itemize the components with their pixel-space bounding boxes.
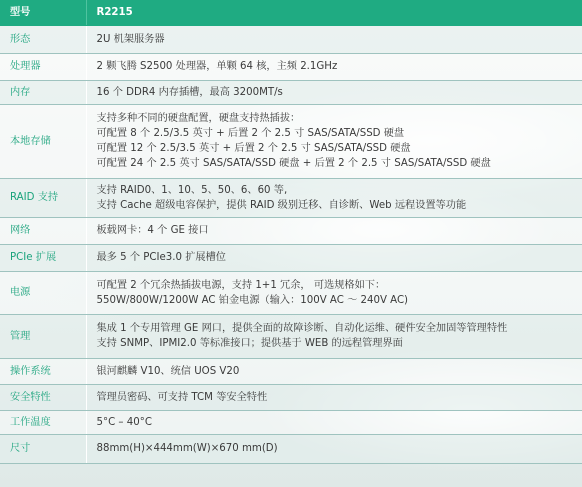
- spec-label: 电源: [0, 271, 86, 314]
- spec-value-line: 支持 Cache 超级电容保护，提供 RAID 级别迁移、自诊断、Web 远程设置等功能: [96, 199, 467, 211]
- spec-label: 尺寸: [0, 434, 86, 463]
- spec-label: 形态: [0, 25, 86, 53]
- spec-label: 处理器: [0, 53, 86, 80]
- spec-value-line: 可配置 2 个冗余热插拔电源，支持 1+1 冗余， 可选规格如下：: [96, 279, 386, 291]
- spec-value-line: 16 个 DDR4 内存插槽，最高 3200MT/s: [96, 86, 283, 98]
- table-row: [0, 104, 582, 178]
- spec-value-line: 88mm(H)×444mm(W)×670 mm(D): [96, 443, 278, 454]
- spec-label: 安全特性: [0, 384, 86, 410]
- spec-value-line: 550W/800W/1200W AC 铂金电源（输入：100V AC ～ 240V AC): [96, 294, 409, 306]
- spec-value: [86, 104, 582, 178]
- spec-label: 工作温度: [0, 410, 86, 434]
- spec-value: [86, 25, 582, 53]
- spec-label: 操作系统: [0, 358, 86, 384]
- table-row: [0, 434, 582, 463]
- spec-label: RAID 支持: [0, 178, 86, 217]
- spec-value-line: 可配置 24 个 2.5 英寸 SAS/SATA/SSD 硬盘 + 后置 2 个 2.5 寸 SAS/SATA/SSD 硬盘: [96, 158, 491, 169]
- spec-value-line: 可配置 12 个 2.5/3.5 英寸 + 后置 2 个 2.5 寸 SAS/SATA/SSD 硬盘: [96, 143, 411, 154]
- table-row: [0, 358, 582, 384]
- table-row: [0, 314, 582, 358]
- spec-value-line: 2 颗飞腾 S2500 处理器，单颗 64 核，主频 2.1GHz: [96, 61, 338, 72]
- spec-value: [86, 271, 582, 314]
- spec-value-line: 最多 5 个 PCIe3.0 扩展槽位: [96, 252, 226, 263]
- header-model-value: R2215: [86, 0, 582, 25]
- table-row: [0, 80, 582, 104]
- spec-label: PCIe 扩展: [0, 244, 86, 271]
- spec-value: [86, 410, 582, 434]
- table-row: [0, 25, 582, 53]
- table-row: [0, 53, 582, 80]
- spec-value-line: 支持 RAID0、1、10、5、50、6、60 等,: [96, 184, 288, 196]
- table-row: [0, 271, 582, 314]
- spec-value: [86, 178, 582, 217]
- spec-value: [86, 384, 582, 410]
- table-row: [0, 178, 582, 217]
- spec-value: [86, 244, 582, 271]
- spec-value-line: 可配置 8 个 2.5/3.5 英寸 + 后置 2 个 2.5 寸 SAS/SATA/SSD 硬盘: [96, 128, 405, 139]
- header-label: 型号: [0, 0, 86, 25]
- table-header-row: [0, 0, 582, 25]
- spec-value-line: 集成 1 个专用管理 GE 网口，提供全面的故障诊断、自动化运维、硬件安全加固等管理特性: [96, 323, 508, 334]
- spec-label: 内存: [0, 80, 86, 104]
- spec-value-line: 5°C – 40°C: [96, 416, 152, 428]
- spec-label: 网络: [0, 217, 86, 244]
- table-row: [0, 410, 582, 434]
- spec-value: [86, 434, 582, 463]
- spec-value: [86, 358, 582, 384]
- table-row: [0, 384, 582, 410]
- spec-value-line: 2U 机架服务器: [96, 33, 165, 45]
- spec-value: [86, 314, 582, 358]
- spec-value: [86, 80, 582, 104]
- spec-label: 管理: [0, 314, 86, 358]
- table-row: [0, 217, 582, 244]
- spec-value: [86, 217, 582, 244]
- table-row: [0, 244, 582, 271]
- spec-label: 本地存储: [0, 104, 86, 178]
- spec-value-line: 支持 SNMP、IPMI2.0 等标准接口；提供基于 WEB 的远程管理界面: [96, 338, 403, 349]
- spec-value-line: 支持多种不同的硬盘配置，硬盘支持热插拔：: [96, 113, 301, 124]
- spec-value-line: 银河麒麟 V10、统信 UOS V20: [96, 365, 240, 377]
- spec-value-line: 管理员密码、可支持 TCM 等安全特性: [96, 391, 268, 403]
- spec-value: [86, 53, 582, 80]
- spec-value-line: 板载网卡：4 个 GE 接口: [96, 225, 209, 236]
